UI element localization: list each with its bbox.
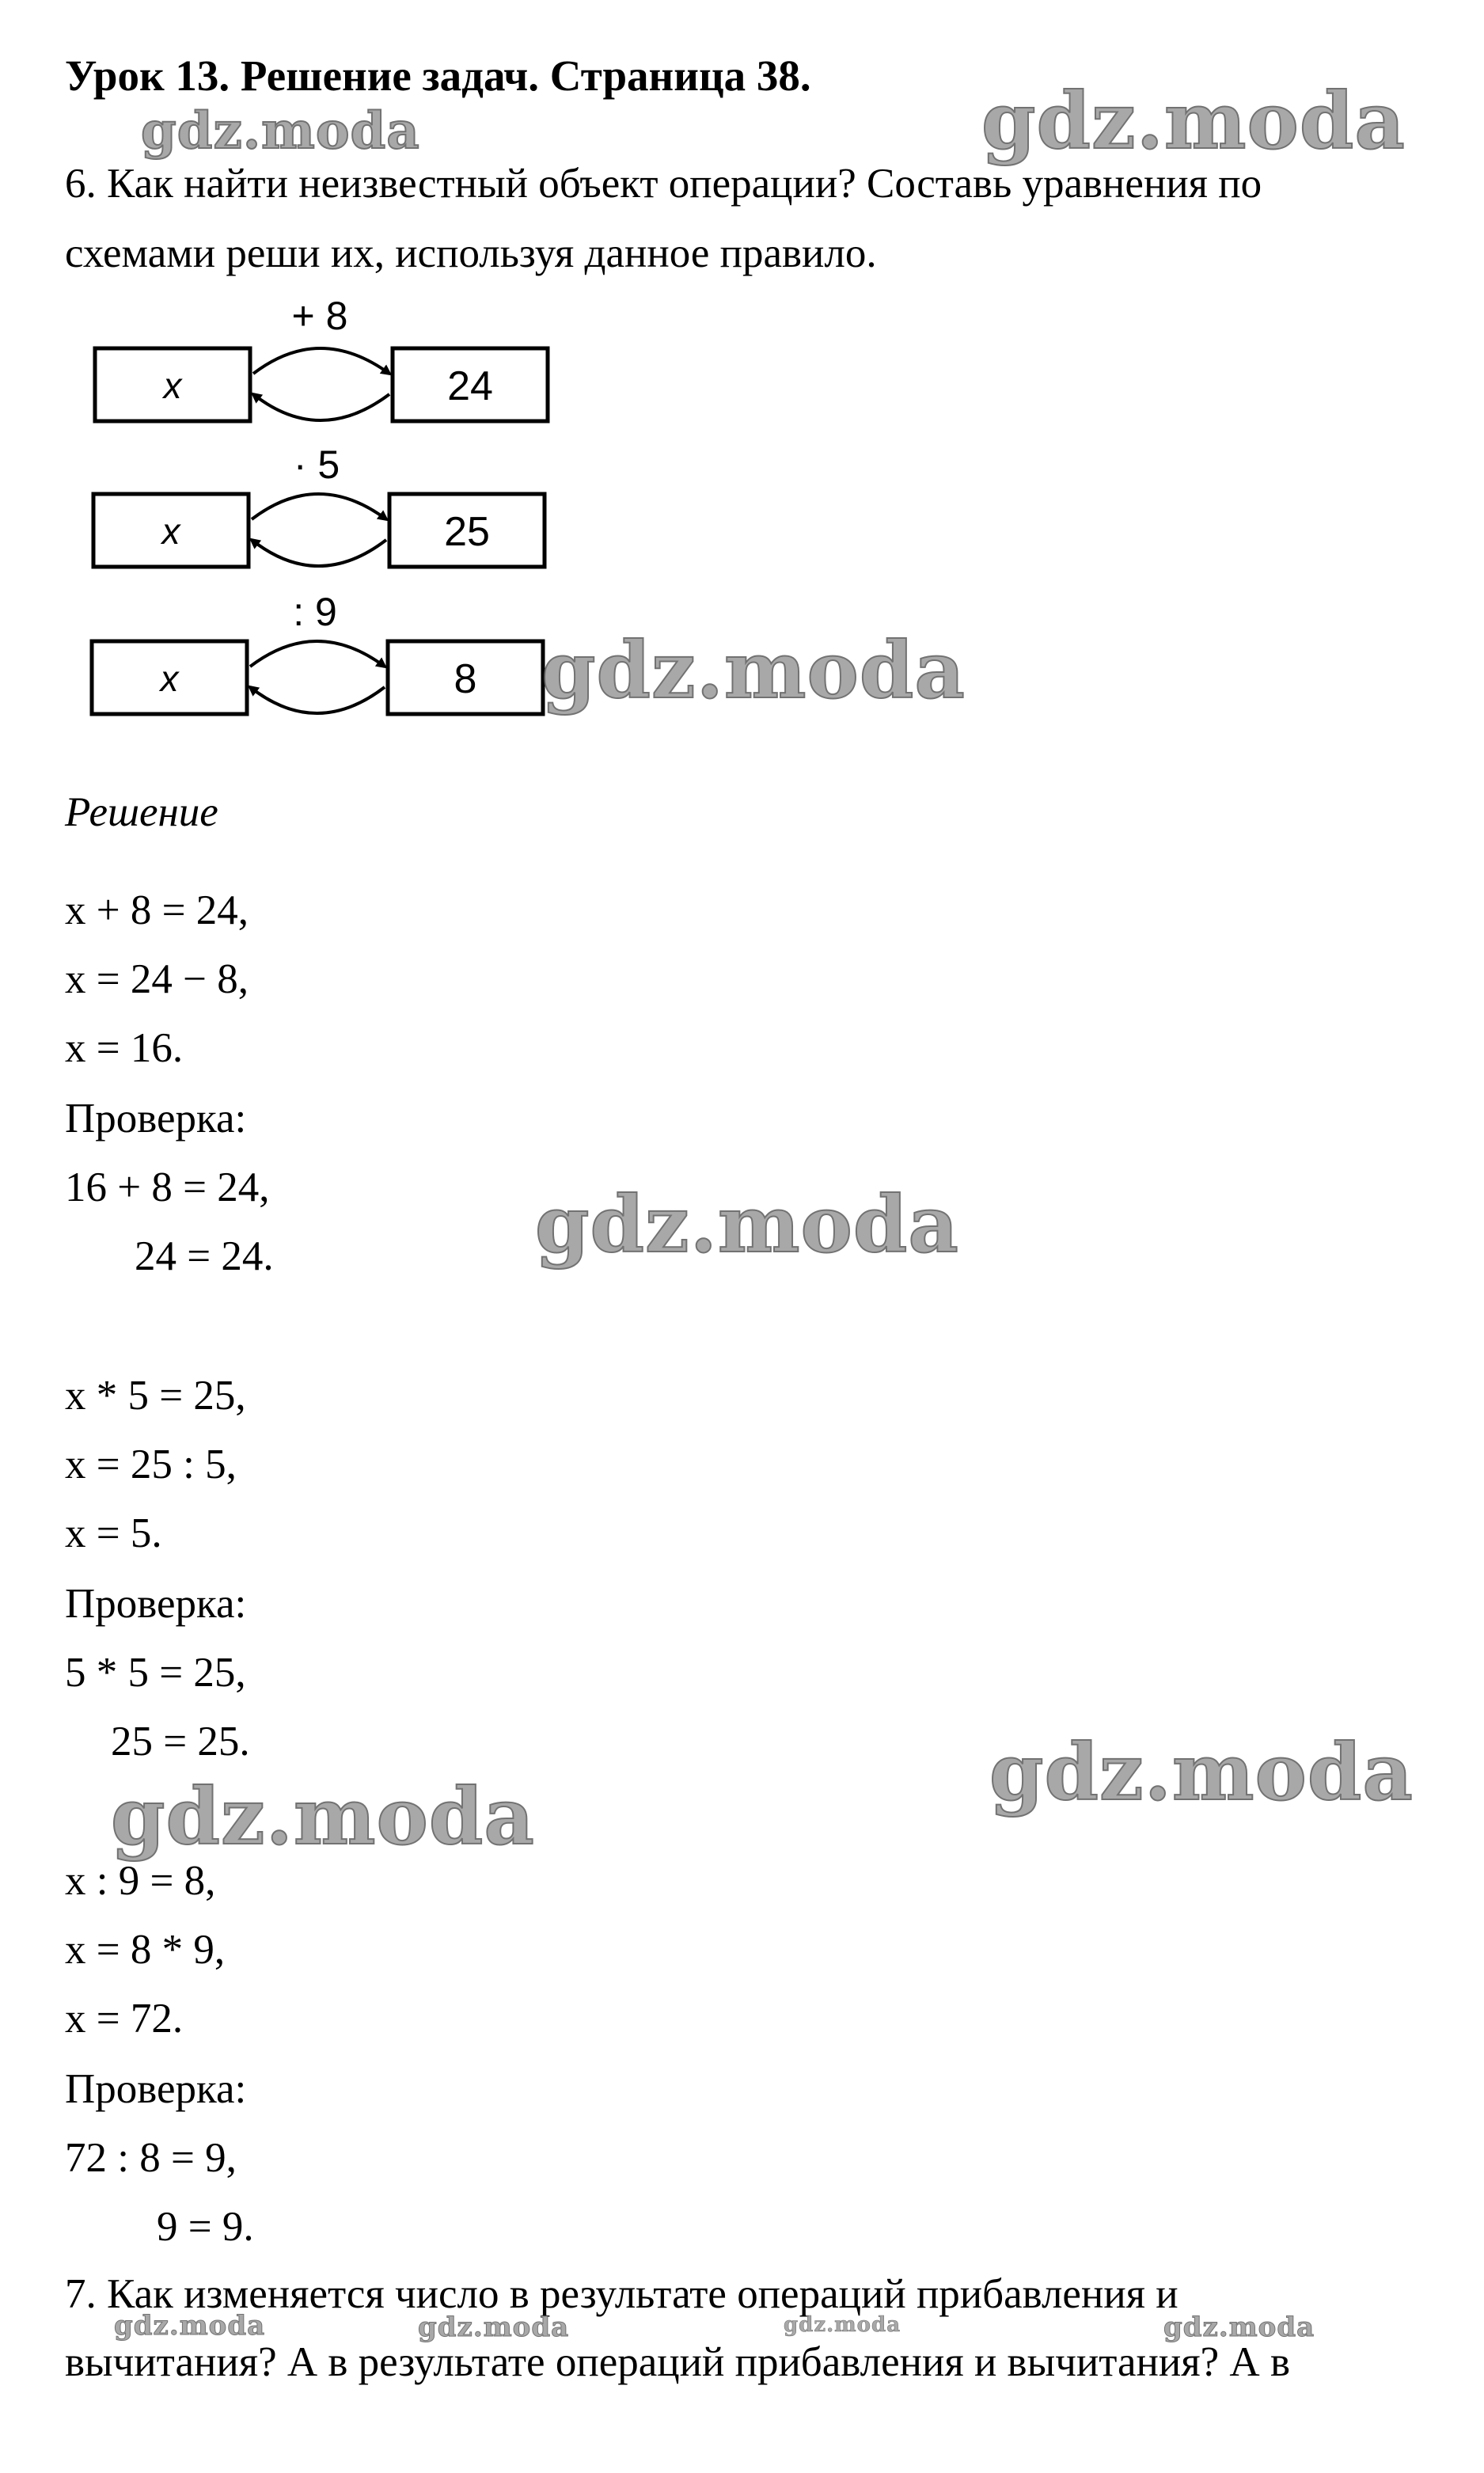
scheme-1-backward-arrow xyxy=(253,394,389,420)
solution-b1-line2: x = 24 − 8, xyxy=(65,956,249,1002)
scheme-1 xyxy=(95,294,548,421)
operation-schemes xyxy=(79,291,570,735)
scheme-1-left-value: x xyxy=(163,365,182,406)
task7-text-line2: вычитания? А в результате операций прибавления и вычитания? А в xyxy=(65,2339,1290,2385)
solution-b2-line1: x * 5 = 25, xyxy=(65,1373,246,1419)
solution-b3-line5: 72 : 8 = 9, xyxy=(65,2135,237,2181)
solution-heading: Решение xyxy=(65,789,218,835)
page-title: Урок 13. Решение задач. Страница 38. xyxy=(65,51,811,100)
watermark-10: gdz.moda xyxy=(1163,2312,1315,2343)
solution-b3-line6: 9 = 9. xyxy=(157,2204,254,2250)
scheme-2-operation: · 5 xyxy=(293,443,340,487)
scheme-3-left-value: x xyxy=(160,658,179,699)
scheme-2-backward-arrow xyxy=(252,540,386,566)
scheme-3-operation: : 9 xyxy=(293,590,337,634)
solution-b1-line3: x = 16. xyxy=(65,1025,184,1071)
solution-b2-line2: x = 25 : 5, xyxy=(65,1442,237,1487)
scheme-1-operation: + 8 xyxy=(291,294,348,338)
scheme-2 xyxy=(93,443,545,567)
scheme-3 xyxy=(92,590,543,714)
scheme-1-right-value: 24 xyxy=(447,363,493,409)
watermark-8: gdz.moda xyxy=(418,2312,570,2343)
solution-b1-check-label: Проверка: xyxy=(65,1096,247,1142)
scheme-3-forward-arrow xyxy=(250,641,385,667)
scheme-2-forward-arrow xyxy=(252,494,386,519)
task6-text-line2: схемами реши их, используя данное правило. xyxy=(65,230,877,276)
solution-b3-line2: x = 8 * 9, xyxy=(65,1927,226,1973)
task7-text-line1: 7. Как изменяется число в результате операций прибавления и xyxy=(65,2271,1178,2317)
scheme-2-right-value: 25 xyxy=(444,509,490,555)
scheme-3-right-value: 8 xyxy=(454,656,477,702)
watermark-9: gdz.moda xyxy=(784,2313,901,2337)
scheme-3-backward-arrow xyxy=(250,687,385,713)
watermark-2: gdz.moda xyxy=(981,76,1406,167)
solution-b2-line5: 5 * 5 = 25, xyxy=(65,1650,246,1696)
solution-b2-line6: 25 = 25. xyxy=(111,1719,250,1765)
watermark-3: gdz.moda xyxy=(541,625,966,716)
watermark-7: gdz.moda xyxy=(114,2310,266,2342)
watermark-1: gdz.moda xyxy=(141,101,420,161)
solution-b3-line3: x = 72. xyxy=(65,1996,184,2042)
solution-b1-line6: 24 = 24. xyxy=(135,1233,274,1279)
solution-b3-check-label: Проверка: xyxy=(65,2066,247,2112)
solution-b1-line1: x + 8 = 24, xyxy=(65,887,249,933)
solution-b2-line3: x = 5. xyxy=(65,1510,162,1556)
solution-b3-line1: x : 9 = 8, xyxy=(65,1858,216,1904)
watermark-5: gdz.moda xyxy=(989,1727,1414,1818)
watermark-4: gdz.moda xyxy=(535,1180,959,1271)
solution-b1-line5: 16 + 8 = 24, xyxy=(65,1164,270,1210)
scheme-2-left-value: x xyxy=(161,511,180,552)
solution-b2-check-label: Проверка: xyxy=(65,1581,247,1627)
scheme-1-forward-arrow xyxy=(253,348,389,374)
task6-text-line1: 6. Как найти неизвестный объект операции? Составь уравнения по xyxy=(65,161,1262,207)
watermark-6: gdz.moda xyxy=(111,1772,535,1863)
